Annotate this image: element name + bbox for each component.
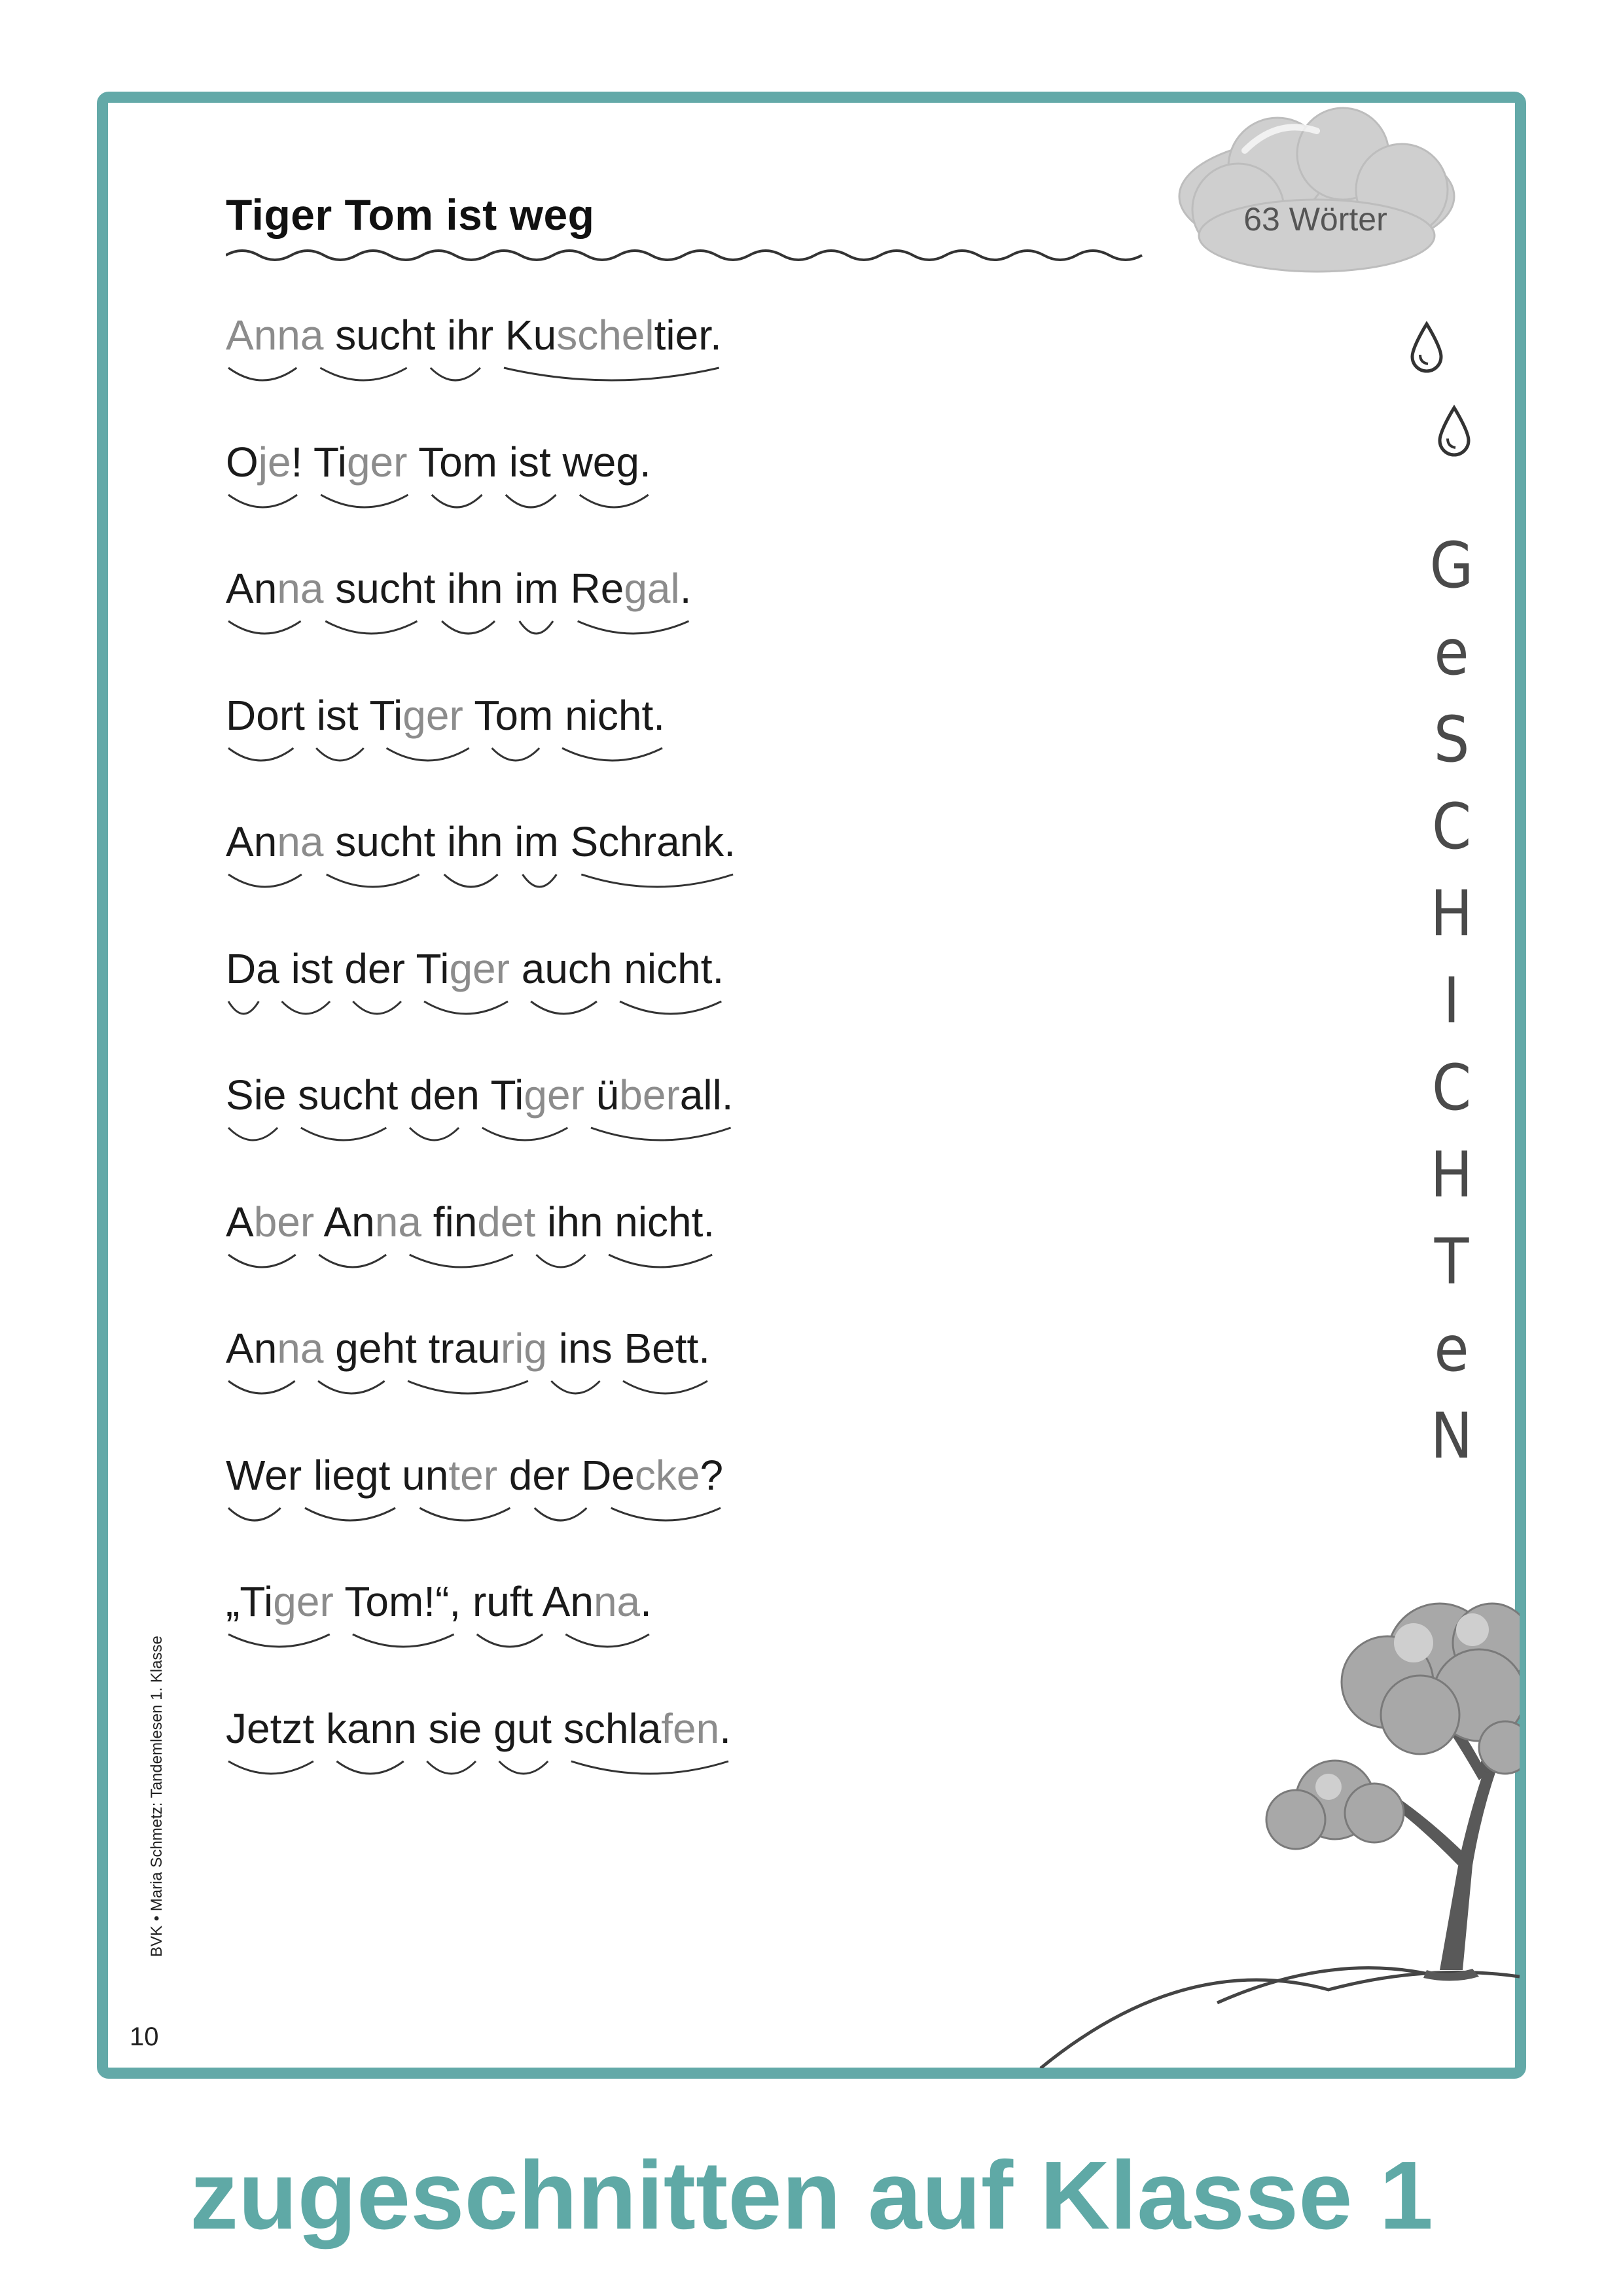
vertical-letter: C [1431, 1051, 1472, 1124]
text-segment: An [226, 565, 277, 612]
syllable-arc [353, 1001, 401, 1014]
syllable-arc [228, 495, 297, 507]
syllable-arc [499, 1761, 548, 1774]
syllable-arc [228, 748, 293, 761]
publisher-credit: BVK • Maria Schmetz: Tandemlesen 1. Klasse [148, 1636, 166, 1957]
vertical-letter: T [1434, 1225, 1469, 1299]
syllable-arc [620, 1001, 721, 1014]
syllable-arc [228, 1508, 281, 1520]
syllable-arc [228, 1255, 296, 1267]
grey-syllable: rig [500, 1325, 547, 1372]
syllable-arc [535, 1508, 587, 1520]
syllable-arc [531, 1001, 597, 1014]
story-line [226, 818, 736, 865]
syllable-arc [623, 1381, 707, 1393]
syllable-arc [442, 621, 495, 634]
syllable-arc [551, 1381, 599, 1393]
story-line [226, 1198, 715, 1246]
vertical-letter: G [1429, 529, 1474, 602]
syllable-arc [325, 621, 417, 634]
text-segment: Dort ist Ti [226, 691, 403, 739]
grey-syllable: ger [346, 438, 408, 486]
vertical-letter: H [1430, 1138, 1473, 1211]
syllable-arc [424, 1001, 508, 1014]
vertical-letter: e [1434, 616, 1469, 689]
grey-syllable: ger [273, 1578, 334, 1625]
syllable-arc [228, 621, 301, 634]
vertical-letter: I [1443, 964, 1460, 1037]
text-segment: der De [497, 1451, 635, 1499]
syllable-arc [228, 1381, 295, 1393]
syllable-arcs [226, 745, 815, 778]
text-segment: Da ist der Ti [226, 944, 450, 992]
syllable-arc [609, 1255, 712, 1267]
syllable-arc [432, 495, 482, 507]
syllable-arc [581, 874, 733, 887]
text-segment: ins Bett. [547, 1325, 710, 1372]
syllable-arc [578, 621, 689, 634]
text-segment: . [679, 565, 692, 612]
syllable-arcs [226, 1125, 815, 1158]
grey-syllable: ger [402, 691, 463, 739]
syllable-arc [305, 1508, 395, 1520]
text-segment: A [226, 1198, 254, 1246]
syllable-arc [427, 1761, 476, 1774]
bottom-caption: zugeschnitten auf Klasse 1 [190, 2142, 1433, 2250]
text-segment: geht trau [323, 1325, 501, 1372]
text-segment: ihn nicht. [535, 1198, 715, 1246]
syllable-arc [482, 1128, 567, 1140]
text-segment: sucht ihr Ku [323, 312, 557, 359]
syllable-arc [611, 1508, 721, 1520]
syllable-arc [320, 368, 406, 380]
syllable-arcs [226, 872, 815, 905]
text-segment: Sie sucht den Ti [226, 1071, 524, 1119]
title-wave-underline [226, 243, 1155, 270]
text-segment: . [719, 1704, 731, 1752]
syllable-arc [444, 874, 498, 887]
story-line [226, 1578, 652, 1625]
syllable-arcs [226, 1759, 815, 1791]
story-line [226, 691, 666, 739]
syllable-arc [520, 621, 553, 634]
grey-syllable: na [277, 818, 324, 865]
syllable-arc [522, 874, 556, 887]
word-count-badge: 63 Wörter [1243, 201, 1387, 238]
text-segment: fin [421, 1198, 478, 1246]
grey-syllable: na [277, 1325, 324, 1372]
grey-syllable: na [277, 565, 324, 612]
grey-syllable: det [477, 1198, 536, 1246]
grey-syllable: schel [556, 312, 654, 359]
syllable-arc [282, 1001, 330, 1014]
vertical-letter: C [1431, 790, 1472, 863]
vertical-letter: N [1430, 1399, 1473, 1473]
text-segment: ü [584, 1071, 620, 1119]
syllable-arc [387, 748, 469, 761]
grey-syllable: na [374, 1198, 421, 1246]
syllable-arc [228, 1001, 259, 1014]
story-line [226, 565, 692, 612]
syllable-arc [506, 495, 556, 507]
page-number: 10 [130, 2022, 159, 2051]
grey-syllable: Anna [226, 312, 324, 359]
syllable-arc [321, 495, 408, 507]
syllable-arcs [226, 619, 815, 651]
syllable-arc [301, 1128, 386, 1140]
syllable-arc [591, 1128, 731, 1140]
syllable-arc [565, 1634, 649, 1647]
text-segment: Tom!“, ruft An [333, 1578, 594, 1625]
syllable-arc [431, 368, 480, 380]
grey-syllable: ber [253, 1198, 315, 1246]
grey-syllable: ger [449, 944, 510, 992]
syllable-arc [228, 874, 302, 887]
grey-syllable: ter [448, 1451, 497, 1499]
text-segment: ! Ti [291, 438, 347, 486]
syllable-arcs [226, 1252, 815, 1285]
story-line [226, 1704, 731, 1752]
text-segment: An [226, 818, 277, 865]
syllable-arc [492, 748, 540, 761]
vertical-geschichten [1419, 522, 1484, 1480]
raindrop-icon [1407, 321, 1446, 373]
story-line [226, 1071, 734, 1119]
syllable-arcs [226, 999, 815, 1031]
syllable-arc [504, 368, 719, 380]
syllable-arcs [226, 1505, 815, 1538]
syllable-arc [327, 874, 419, 887]
story-line [226, 1325, 710, 1372]
syllable-arcs [226, 1378, 815, 1411]
text-segment: tier. [654, 312, 722, 359]
syllable-arc [353, 1634, 454, 1647]
syllable-arc [477, 1634, 543, 1647]
syllable-arc [318, 1381, 385, 1393]
text-segment: all. [679, 1071, 734, 1119]
syllable-arcs [226, 492, 815, 525]
text-segment: „Ti [226, 1578, 274, 1625]
text-segment: Tom nicht. [463, 691, 666, 739]
grey-syllable: ger [524, 1071, 584, 1119]
text-segment: An [314, 1198, 375, 1246]
syllable-arc [562, 748, 662, 761]
syllable-arc [319, 1255, 386, 1267]
vertical-letter: H [1430, 877, 1473, 950]
text-segment: ? [700, 1451, 724, 1499]
syllable-arc [228, 368, 296, 380]
syllable-arc [228, 1634, 330, 1647]
vertical-letter: S [1433, 703, 1470, 776]
text-segment: Wer liegt un [226, 1451, 449, 1499]
tree-illustration [1021, 1584, 1520, 2068]
text-segment: O [226, 438, 259, 486]
syllable-arcs [226, 1632, 815, 1664]
text-segment: sucht ihn im Re [323, 565, 624, 612]
syllable-arc [536, 1255, 585, 1267]
syllable-arc [571, 1761, 728, 1774]
syllable-arc [316, 748, 364, 761]
story-line [226, 312, 722, 359]
syllable-arc [410, 1255, 513, 1267]
text-segment: auch nicht. [509, 944, 724, 992]
grey-syllable: na [593, 1578, 641, 1625]
syllable-arc [408, 1381, 528, 1393]
grey-syllable: ber [619, 1071, 680, 1119]
text-segment: Jetzt kann sie gut schla [226, 1704, 662, 1752]
grey-syllable: je [258, 438, 291, 486]
story-title: Tiger Tom ist weg [226, 190, 595, 239]
syllable-arc [410, 1128, 459, 1140]
text-segment: Tom ist weg. [407, 438, 651, 486]
syllable-arc [228, 1761, 313, 1774]
syllable-arc [419, 1508, 510, 1520]
story-line [226, 438, 651, 486]
grey-syllable: cke [634, 1451, 700, 1499]
syllable-arcs [226, 365, 815, 398]
text-segment: sucht ihn im Schrank. [323, 818, 736, 865]
syllable-arc [228, 1128, 277, 1140]
story-line [226, 944, 724, 992]
grey-syllable: gal [624, 565, 680, 612]
syllable-arc [336, 1761, 403, 1774]
syllable-arc [580, 495, 649, 507]
text-segment: . [640, 1578, 652, 1625]
text-segment: An [226, 1325, 277, 1372]
story-line [226, 1451, 724, 1499]
vertical-letter: e [1434, 1312, 1469, 1386]
raindrop-icon [1435, 404, 1474, 457]
grey-syllable: fen [661, 1704, 720, 1752]
